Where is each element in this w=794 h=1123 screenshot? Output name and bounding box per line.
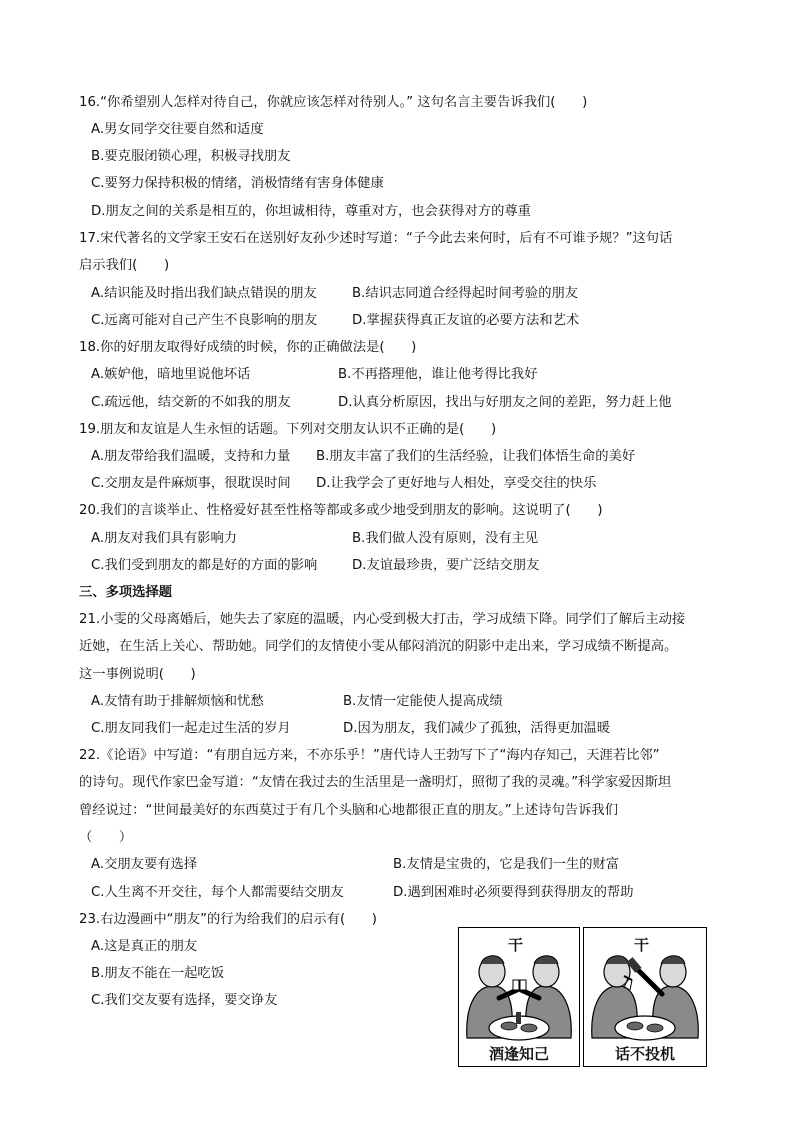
- q18-option-c: C.疏远他，结交新的不如我的朋友: [91, 395, 291, 410]
- q17-option-b: B.结识志同道合经得起时间考验的朋友: [352, 286, 579, 301]
- q20-option-b: B.我们做人没有原则，没有主见: [352, 531, 539, 546]
- q17-option-d: D.掌握获得真正友谊的必要方法和艺术: [352, 313, 580, 328]
- q19-option-a: A.朋友带给我们温暖，支持和力量: [91, 449, 291, 464]
- q16-option-a: A.男女同学交往要自然和适度: [91, 122, 264, 137]
- q21-stem-line2: 近她，在生活上关心、帮助她。同学们的友情使小雯从郁闷消沉的阴影中走出来，学习成绩不断提高。: [79, 639, 678, 654]
- q23-option-c: C.我们交友要有选择，要交诤友: [91, 993, 278, 1008]
- cartoon-panel-right: [583, 927, 707, 1067]
- q21-option-d: D.因为朋友，我们减少了孤独，活得更加温暖: [343, 721, 611, 736]
- q22-stem-line3: 曾经说过：“世间最美好的东西莫过于有几个头脑和心地都很正直的朋友。”上述诗句告诉我们: [79, 803, 619, 818]
- q20-stem: 20.我们的言谈举止、性格爱好甚至性格等都或多或少地受到朋友的影响。这说明了( ): [79, 503, 603, 518]
- q23-stem: 23.右边漫画中“朋友”的行为给我们的启示有( ): [79, 912, 377, 927]
- q19-stem: 19.朋友和友谊是人生永恒的话题。下列对交朋友认识不正确的是( ): [79, 422, 497, 437]
- q22-option-a: A.交朋友要有选择: [91, 857, 198, 872]
- q22-stem-line1: 22.《论语》中写道：“有朋自远方来，不亦乐乎！”唐代诗人王勃写下了“海内存知己，天涯若比邻”: [79, 748, 660, 763]
- q21-option-c: C.朋友同我们一起走过生活的岁月: [91, 721, 291, 736]
- q17-stem-line1: 17.宋代著名的文学家王安石在送别好友孙少述时写道：“子今此去来何时，后有不可谁予规？”这句话: [79, 231, 673, 246]
- section-heading-multiple-choice: 三、多项选择题: [79, 585, 173, 600]
- q22-option-b: B.友情是宝贵的，它是我们一生的财富: [393, 857, 620, 872]
- cartoon-caption-right: 话不投机: [614, 1045, 675, 1063]
- q17-option-c: C.远离可能对自己产生不良影响的朋友: [91, 313, 318, 328]
- q21-stem-line1: 21.小雯的父母离婚后，她失去了家庭的温暖，内心受到极大打击，学习成绩下降。同学们了解后主动接: [79, 612, 686, 627]
- q21-option-a: A.友情有助于排解烦恼和忧愁: [91, 694, 264, 709]
- q23-option-b: B.朋友不能在一起吃饭: [91, 966, 225, 981]
- q22-stem-line4: （ ）: [79, 830, 133, 845]
- toast-character-right: 干: [634, 936, 650, 954]
- q21-stem-line3: 这一事例说明( ): [79, 667, 196, 682]
- q20-option-d: D.友谊最珍贵，要广泛结交朋友: [352, 558, 540, 573]
- q22-option-d: D.遇到困难时必须要得到获得朋友的帮助: [393, 885, 634, 900]
- q18-option-b: B.不再搭理他，谁让他考得比我好: [338, 367, 538, 382]
- q23-option-a: A.这是真正的朋友: [91, 939, 198, 954]
- q16-option-d: D.朋友之间的关系是相互的，你坦诚相待，尊重对方，也会获得对方的尊重: [91, 204, 531, 219]
- q17-stem-line2: 启示我们( ): [79, 258, 170, 273]
- q22-option-c: C.人生离不开交往，每个人都需要结交朋友: [91, 885, 344, 900]
- q20-option-a: A.朋友对我们具有影响力: [91, 531, 238, 546]
- q16-option-b: B.要克服闭锁心理，积极寻找朋友: [91, 149, 291, 164]
- q16-option-c: C.要努力保持积极的情绪，消极情绪有害身体健康: [91, 176, 384, 191]
- q17-option-a: A.结识能及时指出我们缺点错误的朋友: [91, 286, 317, 301]
- q22-stem-line2: 的诗句。现代作家巴金写道：“友情在我过去的生活里是一盏明灯，照彻了我的灵魂。”科学家爱因斯坦: [79, 775, 672, 790]
- q16-stem: 16.“你希望别人怎样对待自己，你就应该怎样对待别人。” 这句名言主要告诉我们( ): [79, 95, 588, 110]
- q19-option-c: C.交朋友是件麻烦事，很耽误时间: [91, 476, 291, 491]
- q18-stem: 18.你的好朋友取得好成绩的时候，你的正确做法是( ): [79, 340, 417, 355]
- q18-option-a: A.嫉妒他，暗地里说他坏话: [91, 367, 251, 382]
- cartoon-caption-left: 酒逢知己: [488, 1045, 549, 1063]
- q19-option-b: B.朋友丰富了我们的生活经验，让我们体悟生命的美好: [316, 449, 636, 464]
- q19-option-d: D.让我学会了更好地与人相处，享受交往的快乐: [316, 476, 597, 491]
- q21-option-b: B.友情一定能使人提高成绩: [343, 694, 503, 709]
- q18-option-d: D.认真分析原因，找出与好朋友之间的差距，努力赶上他: [338, 395, 672, 410]
- toast-character-left: 干: [508, 936, 524, 954]
- cartoon-panel-left: [458, 927, 580, 1067]
- q20-option-c: C.我们受到朋友的都是好的方面的影响: [91, 558, 318, 573]
